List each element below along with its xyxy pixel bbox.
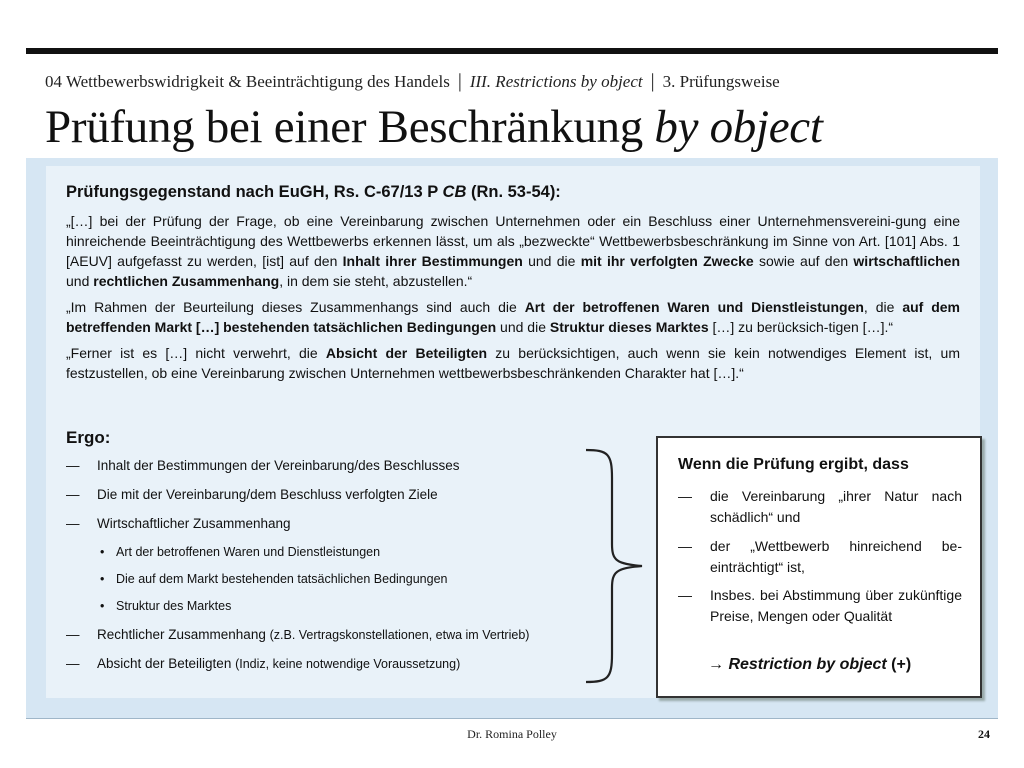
quote-bold: Art der betroffenen Waren und Dienstleistungen	[524, 299, 864, 315]
breadcrumb-separator: |	[457, 70, 462, 92]
quote-text: , die	[863, 299, 903, 315]
quote-text: „Ferner ist es […] nicht verwehrt, die	[66, 345, 326, 361]
quote-text: und	[66, 273, 94, 289]
result-box-heading: Wenn die Prüfung ergibt, dass	[678, 456, 909, 473]
list-subitem	[100, 572, 447, 586]
bullet-icon: •	[100, 572, 105, 586]
result-conclusion-italic: Restriction by object	[728, 656, 887, 673]
ergo-heading: Ergo:	[66, 428, 111, 447]
dash-icon: —	[678, 488, 692, 504]
list-item-text: Rechtlicher Zusammenhang	[97, 627, 270, 642]
result-box	[656, 436, 982, 698]
list-item-note: (Indiz, keine notwendige Voraussetzung)	[235, 657, 461, 671]
quote-text: „Im Rahmen der Beurteilung dieses Zusammenhangs sind auch die	[66, 299, 525, 315]
bullet-icon: •	[100, 545, 105, 559]
list-subitem-text: Die auf dem Markt bestehenden tatsächlichen Bedingungen	[116, 572, 448, 586]
breadcrumb-separator: |	[650, 70, 655, 92]
dash-icon: —	[66, 627, 80, 642]
quote-bold: wirtschaftlichen	[853, 253, 961, 269]
page-title-italic: by object	[654, 101, 823, 153]
page-title-main: Prüfung bei einer Beschränkung	[45, 101, 655, 153]
quote-text: sowie auf den	[753, 253, 854, 269]
bottom-rule	[26, 718, 998, 719]
breadcrumb	[45, 70, 780, 93]
bullet-icon: •	[100, 599, 105, 613]
quote-section	[66, 183, 960, 389]
list-item-text: Die mit der Vereinbarung/dem Beschluss verfolgten Ziele	[97, 487, 438, 502]
quote-text: […] zu berücksich-tigen […].“	[708, 319, 894, 335]
quote-text: zu berücksichtigen, auch wenn sie kein notwendiges Element ist, um festzustellen, ob eine Vereinbarung zwischen Unternehmen wettbewerbsbeschränkenden Charakter hat […].“	[66, 345, 960, 381]
section-heading-a: Prüfungsgegenstand nach EuGH, Rs. C-67/13 P	[66, 183, 443, 201]
result-box-item	[678, 585, 962, 626]
list-item	[66, 656, 460, 671]
breadcrumb-chapter: 04 Wettbewerbswidrigkeit & Beeinträchtigung des Handels	[45, 72, 450, 91]
page-title	[45, 100, 823, 154]
page-number: 24	[978, 727, 990, 741]
list-subitem	[100, 545, 380, 559]
dash-icon: —	[66, 656, 80, 671]
dash-icon: —	[678, 587, 692, 603]
quote-bold: Absicht der Beteiligten	[325, 345, 488, 361]
quote-paragraph-3	[66, 343, 960, 383]
breadcrumb-section: III. Restrictions by object	[469, 72, 643, 91]
list-item-text: Wirtschaftlicher Zusammenhang	[97, 516, 291, 531]
arrow-right-icon: →	[708, 656, 729, 673]
section-heading-italic: CB	[442, 183, 467, 201]
dash-icon: —	[66, 458, 80, 473]
result-box-item-text: die Vereinbarung „ihrer Natur nach schädlich“ und	[710, 488, 962, 525]
result-box-item-text: der „Wettbewerb hinreichend be-einträchtigt“ ist,	[710, 538, 962, 575]
list-item	[66, 627, 529, 642]
result-box-item	[678, 536, 962, 577]
dash-icon: —	[66, 516, 80, 531]
list-item-text: Inhalt der Bestimmungen der Vereinbarung/des Beschlusses	[97, 458, 460, 473]
section-heading-b: (Rn. 53-54):	[466, 183, 561, 201]
result-conclusion-tail: (+)	[886, 656, 912, 673]
dash-icon: —	[678, 538, 692, 554]
list-subitem-text: Art der betroffenen Waren und Dienstleistungen	[116, 545, 381, 559]
quote-text: „[…] bei der Prüfung der Frage, ob eine Vereinbarung zwischen Unternehmen oder ein Beschluss einer Unternehmensvereini-gung eine hinreichende Beeinträchtigung des Wettbewerbs erkennen lässt, um als „bezweckte“ Wettbewerbsbeschränkung im Sinne von Art. [101] Abs. 1 [AEUV] aufgefasst zu werden, [ist] auf den	[66, 213, 960, 269]
list-subitem	[100, 599, 231, 613]
quote-text: und die	[496, 319, 550, 335]
quote-paragraph-2	[66, 297, 960, 337]
quote-bold: Inhalt ihrer Bestimmungen	[342, 253, 523, 269]
quote-bold: mit ihr verfolgten Zwecke	[580, 253, 754, 269]
breadcrumb-subsection: 3. Prüfungsweise	[662, 72, 780, 91]
list-item	[66, 487, 438, 502]
list-item-note: (z.B. Vertragskonstellationen, etwa im Vertrieb)	[269, 628, 530, 642]
list-item-text: Absicht der Beteiligten	[97, 656, 236, 671]
section-heading	[66, 183, 960, 202]
quote-text: , in dem sie steht, abzustellen.“	[279, 273, 473, 289]
footer-author: Dr. Romina Polley	[467, 727, 557, 741]
result-box-item	[678, 486, 962, 527]
list-item	[66, 516, 291, 531]
quote-paragraph-1	[66, 211, 960, 291]
list-subitem-text: Struktur des Marktes	[116, 599, 232, 613]
result-conclusion	[708, 656, 911, 674]
result-box-item-text: Insbes. bei Abstimmung über zukünftige Preise, Mengen oder Qualität	[710, 587, 962, 624]
curly-brace-icon	[584, 448, 644, 684]
quote-bold: Struktur dieses Marktes	[549, 319, 709, 335]
list-item	[66, 458, 459, 473]
quote-text: und die	[522, 253, 581, 269]
quote-bold: rechtlichen Zusammenhang	[93, 273, 280, 289]
quote-bold: auf dem betreffenden Markt […] bestehenden tatsächlichen Bedingungen	[66, 299, 961, 335]
dash-icon: —	[66, 487, 80, 502]
